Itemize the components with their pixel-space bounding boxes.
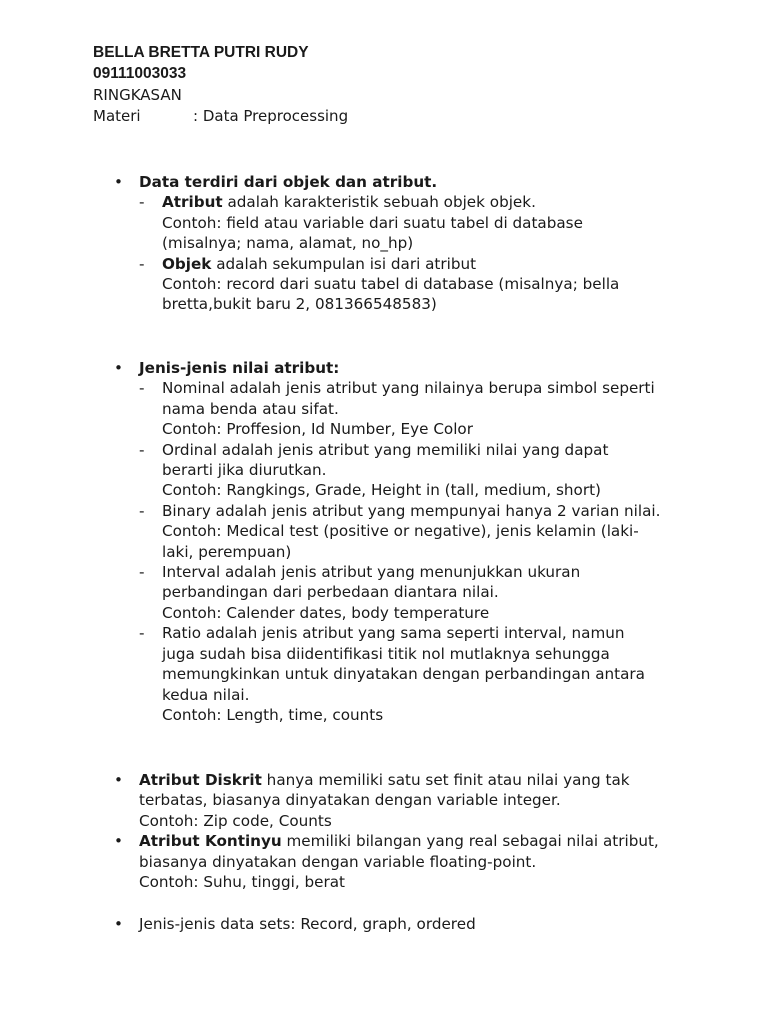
text-line: (misalnya; nama, alamat, no_hp) xyxy=(162,234,414,253)
text-line: Binary adalah jenis atribut yang mempunyai hanya 2 varian nilai. xyxy=(162,501,661,520)
text-line: Contoh: Proffesion, Id Number, Eye Color xyxy=(162,420,473,439)
author-name: BELLA BRETTA PUTRI RUDY xyxy=(93,44,309,61)
dash-icon: - xyxy=(139,254,145,273)
list-item xyxy=(114,562,734,582)
bullet-icon: • xyxy=(114,832,123,851)
list-item xyxy=(114,378,734,398)
list-item xyxy=(114,623,734,643)
student-id: 09111003033 xyxy=(93,65,187,82)
section-data-objects xyxy=(114,172,734,315)
bullet-text: Jenis-jenis data sets: Record, graph, ordered xyxy=(139,915,476,933)
text-line: Contoh: record dari suatu tabel di database (misalnya; bella xyxy=(162,275,620,294)
section-data-sets xyxy=(114,914,734,934)
text-line: terbatas, biasanya dinyatakan dengan variable integer. xyxy=(139,791,561,810)
text-line: Nominal adalah jenis atribut yang nilainya berupa simbol seperti xyxy=(162,379,655,398)
text-line: Contoh: Zip code, Counts xyxy=(139,811,332,830)
bullet-heading: Data terdiri dari objek dan atribut. xyxy=(139,173,438,191)
dash-icon: - xyxy=(139,501,145,520)
text-line: juga sudah bisa diidentifikasi titik nol mutlaknya sehungga xyxy=(162,644,610,663)
materi-label: Materi xyxy=(93,107,141,125)
text-line: Contoh: Medical test (positive or negative), jenis kelamin (laki- xyxy=(162,522,639,541)
term: Atribut Kontinyu xyxy=(139,832,282,851)
list-item: • Atribut Kontinyu memiliki bilangan yang real sebagai nilai atribut, xyxy=(114,832,659,851)
list-item xyxy=(114,440,734,460)
dash-icon: - xyxy=(139,193,145,212)
text-line: Contoh: Suhu, tinggi, berat xyxy=(139,873,345,892)
term: Atribut xyxy=(162,193,223,212)
list-item: - Atribut adalah karakteristik sebuah objek objek. xyxy=(139,193,536,212)
list-item xyxy=(114,914,734,934)
section-discrete-continuous xyxy=(114,770,734,892)
text-line: Contoh: field atau variable dari suatu tabel di database xyxy=(162,213,583,232)
text-line: memungkinkan untuk dinyatakan dengan perbandingan antara xyxy=(162,665,645,684)
text-line: Ratio adalah jenis atribut yang sama seperti interval, namun xyxy=(162,624,625,643)
document-header xyxy=(93,43,348,127)
section-attribute-types xyxy=(114,358,734,725)
document-title: RINGKASAN xyxy=(93,86,182,104)
dash-icon: - xyxy=(139,440,145,459)
list-item: - Objek adalah sekumpulan isi dari atribut xyxy=(139,254,477,273)
dash-icon: - xyxy=(139,563,145,582)
list-item xyxy=(114,358,734,378)
list-item xyxy=(114,172,734,192)
term: Objek xyxy=(162,254,212,273)
text-line: Interval adalah jenis atribut yang menunjukkan ukuran xyxy=(162,563,581,582)
attribute-types-list xyxy=(114,378,734,725)
list-item: • Atribut Diskrit hanya memiliki satu set finit atau nilai yang tak xyxy=(114,771,630,789)
dash-icon: - xyxy=(139,379,145,398)
text-line: nama benda atau sifat. xyxy=(162,399,339,418)
materi-line xyxy=(93,106,348,127)
bullet-heading: Jenis-jenis nilai atribut: xyxy=(139,359,340,377)
list-item xyxy=(114,501,734,521)
term: Atribut Diskrit xyxy=(139,771,262,789)
text-line: Contoh: Calender dates, body temperature xyxy=(162,603,490,622)
bullet-icon: • xyxy=(114,771,123,789)
text-line: Contoh: Length, time, counts xyxy=(162,705,384,724)
bullet-icon: • xyxy=(114,173,123,191)
text-line: laki, perempuan) xyxy=(162,542,292,561)
text-line: biasanya dinyatakan dengan variable floating-point. xyxy=(139,852,537,871)
text-line: bretta,bukit baru 2, 081366548583) xyxy=(162,295,437,314)
text-line: kedua nilai. xyxy=(162,685,250,704)
text-line: perbandingan dari perbedaan diantara nilai. xyxy=(162,583,499,602)
text-line: Ordinal adalah jenis atribut yang memiliki nilai yang dapat xyxy=(162,440,609,459)
bullet-icon: • xyxy=(114,359,123,377)
materi-value: : Data Preprocessing xyxy=(193,107,349,125)
text-line: Contoh: Rangkings, Grade, Height in (tall, medium, short) xyxy=(162,481,601,500)
text-line: berarti jika diurutkan. xyxy=(162,461,327,480)
bullet-icon: • xyxy=(114,915,123,933)
dash-icon: - xyxy=(139,624,145,643)
